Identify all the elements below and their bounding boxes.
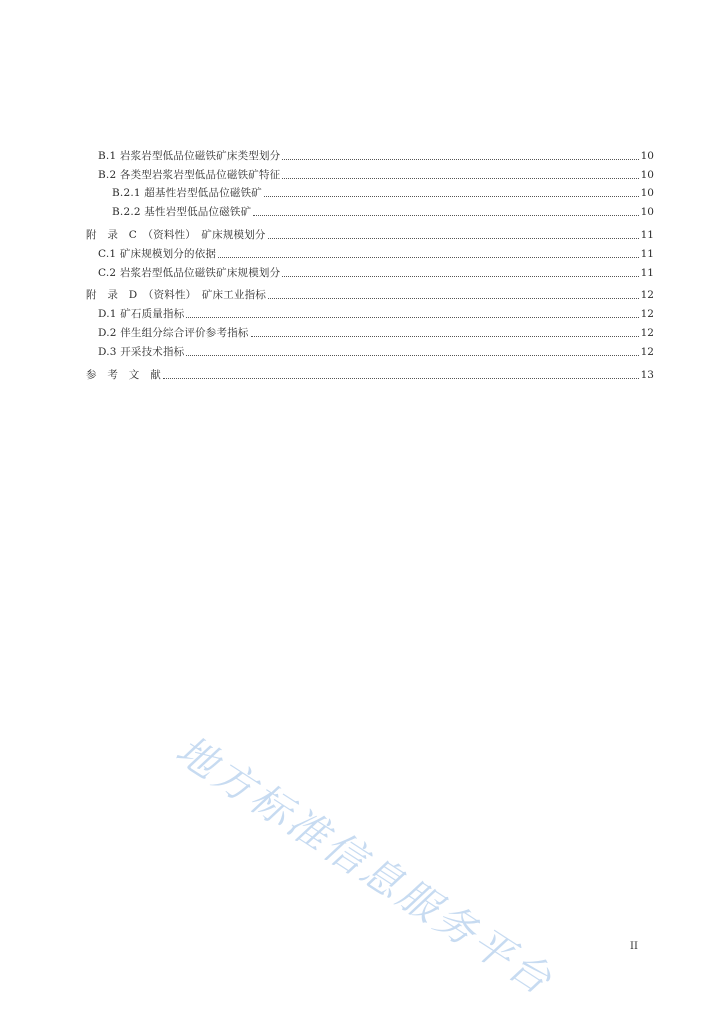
toc-entry-page: 11 [640,267,654,279]
toc-entry-label: C.2 岩浆岩型低品位磁铁矿床规模划分 [98,267,281,279]
toc-leader-dots [186,354,638,356]
toc-entry-label: D.3 开采技术指标 [98,346,185,358]
toc-entry-label: B.2.1 超基性岩型低品位磁铁矿 [112,187,262,199]
table-of-contents [0,0,724,400]
toc-entry-page: 10 [640,169,654,181]
toc-entry-label: 附 录 D （资料性） 矿床工业指标 [86,289,267,301]
toc-leader-dots [251,335,639,337]
page-number: II [630,941,638,952]
toc-entry-label: D.1 矿石质量指标 [98,308,185,320]
toc-entry-page: 11 [640,248,654,260]
toc-leader-dots [282,177,638,179]
toc-entry-b21[interactable] [112,183,654,200]
toc-entry-c1[interactable] [98,244,654,261]
toc-entry-label: D.2 伴生组分综合评价参考指标 [98,327,249,339]
toc-entry-page: 12 [640,308,654,320]
toc-entry-d2[interactable] [98,323,654,340]
toc-entry-references[interactable] [86,365,654,382]
toc-entry-page: 10 [640,187,654,199]
toc-leader-dots [282,275,638,277]
toc-entry-appendix-d[interactable] [86,285,654,302]
toc-entry-page: 12 [640,289,654,301]
toc-leader-dots [253,214,638,216]
toc-leader-dots [163,377,639,379]
toc-entry-page: 10 [640,150,654,162]
toc-entry-label: B.1 岩浆岩型低品位磁铁矿床类型划分 [98,150,281,162]
toc-entry-d1[interactable] [98,304,654,321]
toc-entry-appendix-c[interactable] [86,225,654,242]
watermark: 地方标准信息服务平台 [167,727,562,1006]
toc-entry-label: 参 考 文 献 [86,369,161,381]
toc-entry-page: 13 [640,369,654,381]
toc-entry-page: 12 [640,346,654,358]
toc-leader-dots [268,297,639,299]
toc-leader-dots [282,158,638,160]
toc-leader-dots [218,256,639,258]
toc-entry-label: 附 录 C （资料性） 矿床规模划分 [86,229,266,241]
toc-leader-dots [186,316,638,318]
toc-entry-d3[interactable] [98,342,654,359]
toc-entry-label: B.2 各类型岩浆岩型低品位磁铁矿特征 [98,169,281,181]
toc-entry-page: 11 [640,229,654,241]
toc-entry-c2[interactable] [98,263,654,280]
toc-entry-label: C.1 矿床规模划分的依据 [98,248,217,260]
toc-leader-dots [264,195,639,197]
toc-leader-dots [268,237,639,239]
toc-entry-b22[interactable] [112,202,654,219]
toc-entry-page: 12 [640,327,654,339]
toc-entry-page: 10 [640,206,654,218]
toc-entry-label: B.2.2 基性岩型低品位磁铁矿 [112,206,252,218]
toc-entry-b1[interactable] [98,146,654,163]
toc-entry-b2[interactable] [98,165,654,182]
